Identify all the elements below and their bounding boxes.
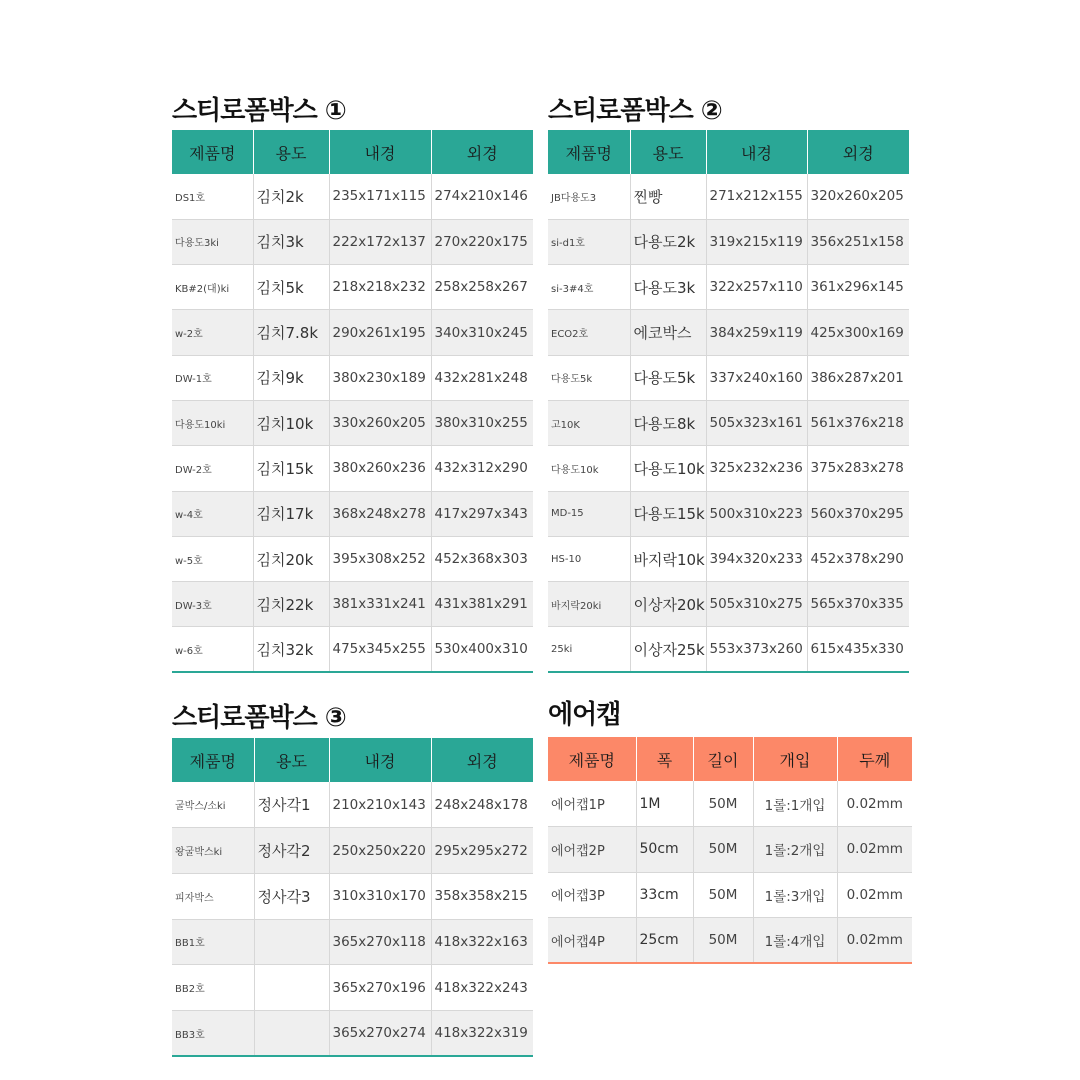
- table-row: [172, 265, 533, 310]
- inner-size-cell: 325x232x236: [706, 446, 807, 491]
- inner-size-cell: 365x270x196: [329, 965, 431, 1011]
- table-row: [172, 355, 533, 400]
- inner-size-cell: 210x210x143: [329, 782, 431, 828]
- section-title: 스티로폼박스 ②: [548, 96, 722, 126]
- outer-size-cell: 386x287x201: [807, 355, 909, 400]
- table-row: [548, 310, 909, 355]
- product-name-cell: 다용도5k: [548, 355, 630, 400]
- usage-cell: 김치5k: [253, 265, 329, 310]
- product-name-cell: DW-1호: [172, 355, 253, 400]
- section-title: 스티로폼박스 ①: [172, 96, 346, 126]
- usage-cell: 다용도5k: [630, 355, 706, 400]
- inner-size-cell: 380x230x189: [329, 355, 431, 400]
- usage-cell: 33cm: [636, 872, 693, 918]
- header-inner-size: 내경: [329, 130, 431, 174]
- product-name-cell: 고10K: [548, 400, 630, 445]
- usage-cell: 김치3k: [253, 219, 329, 264]
- inner-size-cell: 50M: [693, 827, 753, 873]
- air-cap-table: [548, 737, 912, 964]
- inner-size-cell: 218x218x232: [329, 265, 431, 310]
- table-row: [172, 919, 533, 965]
- table-row: [548, 355, 909, 400]
- styrofoam-box-1-table: [172, 130, 533, 673]
- outer-size-cell: 417x297x343: [431, 491, 533, 536]
- product-name-cell: ECO2호: [548, 310, 630, 355]
- header-thickness: 두께: [837, 737, 912, 781]
- usage-cell: 찐빵: [630, 174, 706, 219]
- header-outer-size: 외경: [431, 738, 533, 782]
- product-name-cell: w-5호: [172, 536, 253, 581]
- product-name-cell: w-4호: [172, 491, 253, 536]
- table-row: [172, 536, 533, 581]
- inner-size-cell: 505x310x275: [706, 582, 807, 627]
- table-row: [172, 446, 533, 491]
- usage-cell: 정사각3: [254, 873, 329, 919]
- outer-size-cell: 418x322x319: [431, 1010, 533, 1056]
- outer-size-cell: 530x400x310: [431, 627, 533, 672]
- inner-size-cell: 384x259x119: [706, 310, 807, 355]
- table-row: [172, 965, 533, 1011]
- outer-size-cell: 431x381x291: [431, 582, 533, 627]
- product-name-cell: 바지락20ki: [548, 582, 630, 627]
- usage-cell: 김치20k: [253, 536, 329, 581]
- header-product-name: 제품명: [548, 130, 630, 174]
- inner-size-cell: 50M: [693, 781, 753, 827]
- styrofoam-box-2-section: [548, 96, 910, 678]
- header-inner-size: 내경: [329, 738, 431, 782]
- outer-size-cell: 1롤:4개입: [753, 918, 837, 964]
- product-name-cell: si-d1호: [548, 219, 630, 264]
- table-row: [548, 918, 912, 964]
- inner-size-cell: 553x373x260: [706, 627, 807, 672]
- usage-cell: 25cm: [636, 918, 693, 964]
- outer-size-cell: 561x376x218: [807, 400, 909, 445]
- styrofoam-box-3-section: [172, 703, 534, 1058]
- table-row: [172, 310, 533, 355]
- usage-cell: [254, 1010, 329, 1056]
- table-header-row: [548, 130, 909, 174]
- inner-size-cell: 380x260x236: [329, 446, 431, 491]
- usage-cell: 이상자20k: [630, 582, 706, 627]
- header-quantity: 개입: [753, 737, 837, 781]
- product-name-cell: 다용도10k: [548, 446, 630, 491]
- outer-size-cell: 375x283x278: [807, 446, 909, 491]
- table-row: [172, 1010, 533, 1056]
- table-row: [548, 491, 909, 536]
- table-row: [548, 536, 909, 581]
- table-header-row: [172, 738, 533, 782]
- outer-size-cell: 418x322x243: [431, 965, 533, 1011]
- usage-cell: 다용도8k: [630, 400, 706, 445]
- outer-size-cell: 560x370x295: [807, 491, 909, 536]
- table-row: [172, 491, 533, 536]
- outer-size-cell: 1롤:1개입: [753, 781, 837, 827]
- product-name-cell: DS1호: [172, 174, 253, 219]
- outer-size-cell: 295x295x272: [431, 828, 533, 874]
- table-row: [548, 781, 912, 827]
- header-product-name: 제품명: [548, 737, 636, 781]
- usage-cell: 다용도10k: [630, 446, 706, 491]
- usage-cell: 이상자25k: [630, 627, 706, 672]
- usage-cell: 다용도15k: [630, 491, 706, 536]
- outer-size-cell: 358x358x215: [431, 873, 533, 919]
- thickness-cell: 0.02mm: [837, 872, 912, 918]
- usage-cell: 1M: [636, 781, 693, 827]
- outer-size-cell: 320x260x205: [807, 174, 909, 219]
- table-row: [548, 827, 912, 873]
- outer-size-cell: 274x210x146: [431, 174, 533, 219]
- usage-cell: 김치17k: [253, 491, 329, 536]
- product-name-cell: 굴박스/소ki: [172, 782, 254, 828]
- table-header-row: [548, 737, 912, 781]
- table-row: [172, 828, 533, 874]
- outer-size-cell: 361x296x145: [807, 265, 909, 310]
- usage-cell: 김치32k: [253, 627, 329, 672]
- outer-size-cell: 615x435x330: [807, 627, 909, 672]
- outer-size-cell: 432x281x248: [431, 355, 533, 400]
- usage-cell: 김치15k: [253, 446, 329, 491]
- usage-cell: 다용도2k: [630, 219, 706, 264]
- header-inner-size: 내경: [706, 130, 807, 174]
- outer-size-cell: 1롤:3개입: [753, 872, 837, 918]
- outer-size-cell: 432x312x290: [431, 446, 533, 491]
- thickness-cell: 0.02mm: [837, 918, 912, 964]
- usage-cell: 김치2k: [253, 174, 329, 219]
- styrofoam-box-2-table: [548, 130, 909, 673]
- header-usage: 용도: [630, 130, 706, 174]
- table-row: [548, 627, 909, 672]
- product-name-cell: MD-15: [548, 491, 630, 536]
- inner-size-cell: 395x308x252: [329, 536, 431, 581]
- outer-size-cell: 1롤:2개입: [753, 827, 837, 873]
- inner-size-cell: 222x172x137: [329, 219, 431, 264]
- air-cap-section: [548, 700, 914, 965]
- table-row: [172, 582, 533, 627]
- inner-size-cell: 250x250x220: [329, 828, 431, 874]
- inner-size-cell: 290x261x195: [329, 310, 431, 355]
- usage-cell: 정사각2: [254, 828, 329, 874]
- inner-size-cell: 330x260x205: [329, 400, 431, 445]
- header-outer-size: 외경: [431, 130, 533, 174]
- header-outer-size: 외경: [807, 130, 909, 174]
- table-row: [548, 265, 909, 310]
- inner-size-cell: 505x323x161: [706, 400, 807, 445]
- table-row: [548, 582, 909, 627]
- product-name-cell: w-2호: [172, 310, 253, 355]
- inner-size-cell: 475x345x255: [329, 627, 431, 672]
- inner-size-cell: 319x215x119: [706, 219, 807, 264]
- header-product-name: 제품명: [172, 130, 253, 174]
- product-name-cell: KB#2(대)ki: [172, 265, 253, 310]
- product-name-cell: 에어캡4P: [548, 918, 636, 964]
- inner-size-cell: 235x171x115: [329, 174, 431, 219]
- product-name-cell: 에어캡3P: [548, 872, 636, 918]
- usage-cell: 김치9k: [253, 355, 329, 400]
- section-title: 에어캡: [548, 700, 621, 730]
- inner-size-cell: 365x270x118: [329, 919, 431, 965]
- product-name-cell: BB2호: [172, 965, 254, 1011]
- header-length: 길이: [693, 737, 753, 781]
- inner-size-cell: 365x270x274: [329, 1010, 431, 1056]
- product-name-cell: 다용도10ki: [172, 400, 253, 445]
- styrofoam-box-3-table: [172, 738, 533, 1057]
- outer-size-cell: 452x378x290: [807, 536, 909, 581]
- table-row: [548, 446, 909, 491]
- outer-size-cell: 340x310x245: [431, 310, 533, 355]
- inner-size-cell: 394x320x233: [706, 536, 807, 581]
- outer-size-cell: 380x310x255: [431, 400, 533, 445]
- table-row: [172, 873, 533, 919]
- thickness-cell: 0.02mm: [837, 827, 912, 873]
- table-row: [548, 872, 912, 918]
- outer-size-cell: 452x368x303: [431, 536, 533, 581]
- product-name-cell: DW-3호: [172, 582, 253, 627]
- usage-cell: 50cm: [636, 827, 693, 873]
- inner-size-cell: 310x310x170: [329, 873, 431, 919]
- thickness-cell: 0.02mm: [837, 781, 912, 827]
- table-row: [172, 627, 533, 672]
- outer-size-cell: 270x220x175: [431, 219, 533, 264]
- product-name-cell: HS-10: [548, 536, 630, 581]
- usage-cell: 김치22k: [253, 582, 329, 627]
- product-name-cell: w-6호: [172, 627, 253, 672]
- usage-cell: [254, 965, 329, 1011]
- product-name-cell: 피자박스: [172, 873, 254, 919]
- inner-size-cell: 368x248x278: [329, 491, 431, 536]
- outer-size-cell: 356x251x158: [807, 219, 909, 264]
- product-name-cell: 25ki: [548, 627, 630, 672]
- inner-size-cell: 500x310x223: [706, 491, 807, 536]
- product-name-cell: si-3#4호: [548, 265, 630, 310]
- inner-size-cell: 337x240x160: [706, 355, 807, 400]
- product-name-cell: 에어캡2P: [548, 827, 636, 873]
- usage-cell: 정사각1: [254, 782, 329, 828]
- table-row: [548, 400, 909, 445]
- table-header-row: [172, 130, 533, 174]
- usage-cell: 에코박스: [630, 310, 706, 355]
- inner-size-cell: 271x212x155: [706, 174, 807, 219]
- usage-cell: 김치7.8k: [253, 310, 329, 355]
- usage-cell: 다용도3k: [630, 265, 706, 310]
- product-name-cell: BB3호: [172, 1010, 254, 1056]
- product-name-cell: DW-2호: [172, 446, 253, 491]
- usage-cell: 김치10k: [253, 400, 329, 445]
- product-name-cell: BB1호: [172, 919, 254, 965]
- usage-cell: 바지락10k: [630, 536, 706, 581]
- outer-size-cell: 248x248x178: [431, 782, 533, 828]
- section-title: 스티로폼박스 ③: [172, 703, 346, 733]
- header-width: 폭: [636, 737, 693, 781]
- styrofoam-box-1-section: [172, 96, 534, 678]
- product-name-cell: 왕굴박스ki: [172, 828, 254, 874]
- inner-size-cell: 50M: [693, 872, 753, 918]
- inner-size-cell: 381x331x241: [329, 582, 431, 627]
- product-name-cell: 에어캡1P: [548, 781, 636, 827]
- usage-cell: [254, 919, 329, 965]
- table-row: [172, 400, 533, 445]
- outer-size-cell: 418x322x163: [431, 919, 533, 965]
- header-product-name: 제품명: [172, 738, 254, 782]
- header-usage: 용도: [253, 130, 329, 174]
- inner-size-cell: 322x257x110: [706, 265, 807, 310]
- table-row: [548, 219, 909, 264]
- product-name-cell: 다용도3ki: [172, 219, 253, 264]
- table-row: [172, 219, 533, 264]
- product-name-cell: JB다용도3: [548, 174, 630, 219]
- outer-size-cell: 258x258x267: [431, 265, 533, 310]
- table-row: [172, 174, 533, 219]
- header-usage: 용도: [254, 738, 329, 782]
- table-row: [548, 174, 909, 219]
- table-row: [172, 782, 533, 828]
- inner-size-cell: 50M: [693, 918, 753, 964]
- outer-size-cell: 565x370x335: [807, 582, 909, 627]
- outer-size-cell: 425x300x169: [807, 310, 909, 355]
